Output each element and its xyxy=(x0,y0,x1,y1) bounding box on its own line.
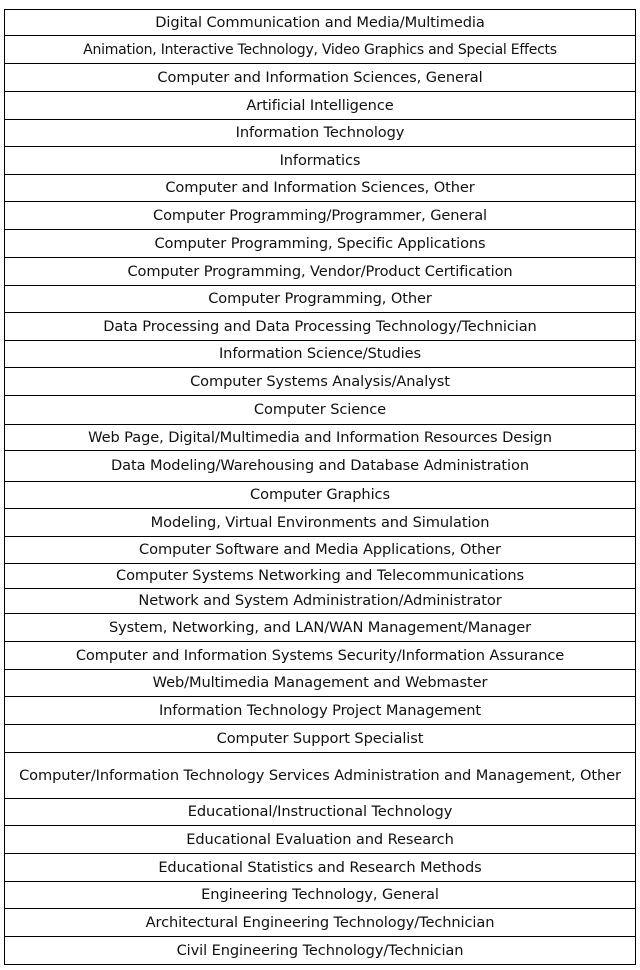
program-cell: Computer Systems Networking and Telecommunications xyxy=(5,564,636,589)
table-row xyxy=(5,564,636,589)
table-row xyxy=(5,286,636,313)
table-row xyxy=(5,313,636,341)
table-row xyxy=(5,396,636,425)
program-cell: Computer Graphics xyxy=(5,482,636,509)
table-row xyxy=(5,451,636,482)
program-cell: Information Science/Studies xyxy=(5,341,636,368)
table-row xyxy=(5,258,636,286)
table-row xyxy=(5,882,636,909)
program-cell: Computer and Information Sciences, General xyxy=(5,64,636,92)
table-row xyxy=(5,537,636,564)
table-row xyxy=(5,175,636,202)
table-row xyxy=(5,799,636,826)
table-row xyxy=(5,937,636,965)
table-row xyxy=(5,10,636,36)
table-row xyxy=(5,368,636,396)
program-cell: Data Processing and Data Processing Technology/Technician xyxy=(5,313,636,341)
program-cell: Artificial Intelligence xyxy=(5,92,636,120)
program-cell: Architectural Engineering Technology/Technician xyxy=(5,909,636,937)
table-row xyxy=(5,230,636,258)
program-cell: Engineering Technology, General xyxy=(5,882,636,909)
table-row xyxy=(5,202,636,230)
program-cell: Computer Programming, Other xyxy=(5,286,636,313)
program-cell: Computer Systems Analysis/Analyst xyxy=(5,368,636,396)
program-cell: Information Technology Project Management xyxy=(5,697,636,725)
program-cell: Computer and Information Systems Security/Information Assurance xyxy=(5,642,636,670)
table-row xyxy=(5,697,636,725)
table-row xyxy=(5,36,636,64)
program-cell: Web Page, Digital/Multimedia and Information Resources Design xyxy=(5,425,636,451)
program-cell: Computer Programming, Vendor/Product Certification xyxy=(5,258,636,286)
program-cell: Educational Statistics and Research Methods xyxy=(5,854,636,882)
table-row xyxy=(5,341,636,368)
program-cell: Educational Evaluation and Research xyxy=(5,826,636,854)
program-cell: Computer Software and Media Applications, Other xyxy=(5,537,636,564)
program-cell: System, Networking, and LAN/WAN Management/Manager xyxy=(5,614,636,642)
table-row xyxy=(5,670,636,697)
program-cell: Computer/Information Technology Services Administration and Management, Other xyxy=(5,753,636,799)
table-row xyxy=(5,589,636,614)
program-cell: Animation, Interactive Technology, Video Graphics and Special Effects xyxy=(5,36,636,64)
table-row xyxy=(5,509,636,537)
program-cell: Information Technology xyxy=(5,120,636,147)
table-row xyxy=(5,826,636,854)
program-cell: Computer Support Specialist xyxy=(5,725,636,753)
table-row xyxy=(5,614,636,642)
program-cell: Data Modeling/Warehousing and Database Administration xyxy=(5,451,636,482)
table-row xyxy=(5,147,636,175)
program-cell: Informatics xyxy=(5,147,636,175)
table-row xyxy=(5,725,636,753)
program-cell: Computer Programming/Programmer, General xyxy=(5,202,636,230)
program-cell: Computer Science xyxy=(5,396,636,425)
table-row xyxy=(5,909,636,937)
table-row xyxy=(5,642,636,670)
program-cell: Network and System Administration/Administrator xyxy=(5,589,636,614)
table-row xyxy=(5,482,636,509)
table-row xyxy=(5,120,636,147)
program-cell: Educational/Instructional Technology xyxy=(5,799,636,826)
table-row xyxy=(5,854,636,882)
program-cell: Modeling, Virtual Environments and Simulation xyxy=(5,509,636,537)
table-row xyxy=(5,753,636,799)
program-cell: Computer Programming, Specific Applications xyxy=(5,230,636,258)
program-list-table xyxy=(4,9,636,965)
program-cell: Civil Engineering Technology/Technician xyxy=(5,937,636,965)
program-cell: Computer and Information Sciences, Other xyxy=(5,175,636,202)
table-row xyxy=(5,64,636,92)
table-row xyxy=(5,425,636,451)
program-cell: Digital Communication and Media/Multimedia xyxy=(5,10,636,36)
program-cell: Web/Multimedia Management and Webmaster xyxy=(5,670,636,697)
table-row xyxy=(5,92,636,120)
